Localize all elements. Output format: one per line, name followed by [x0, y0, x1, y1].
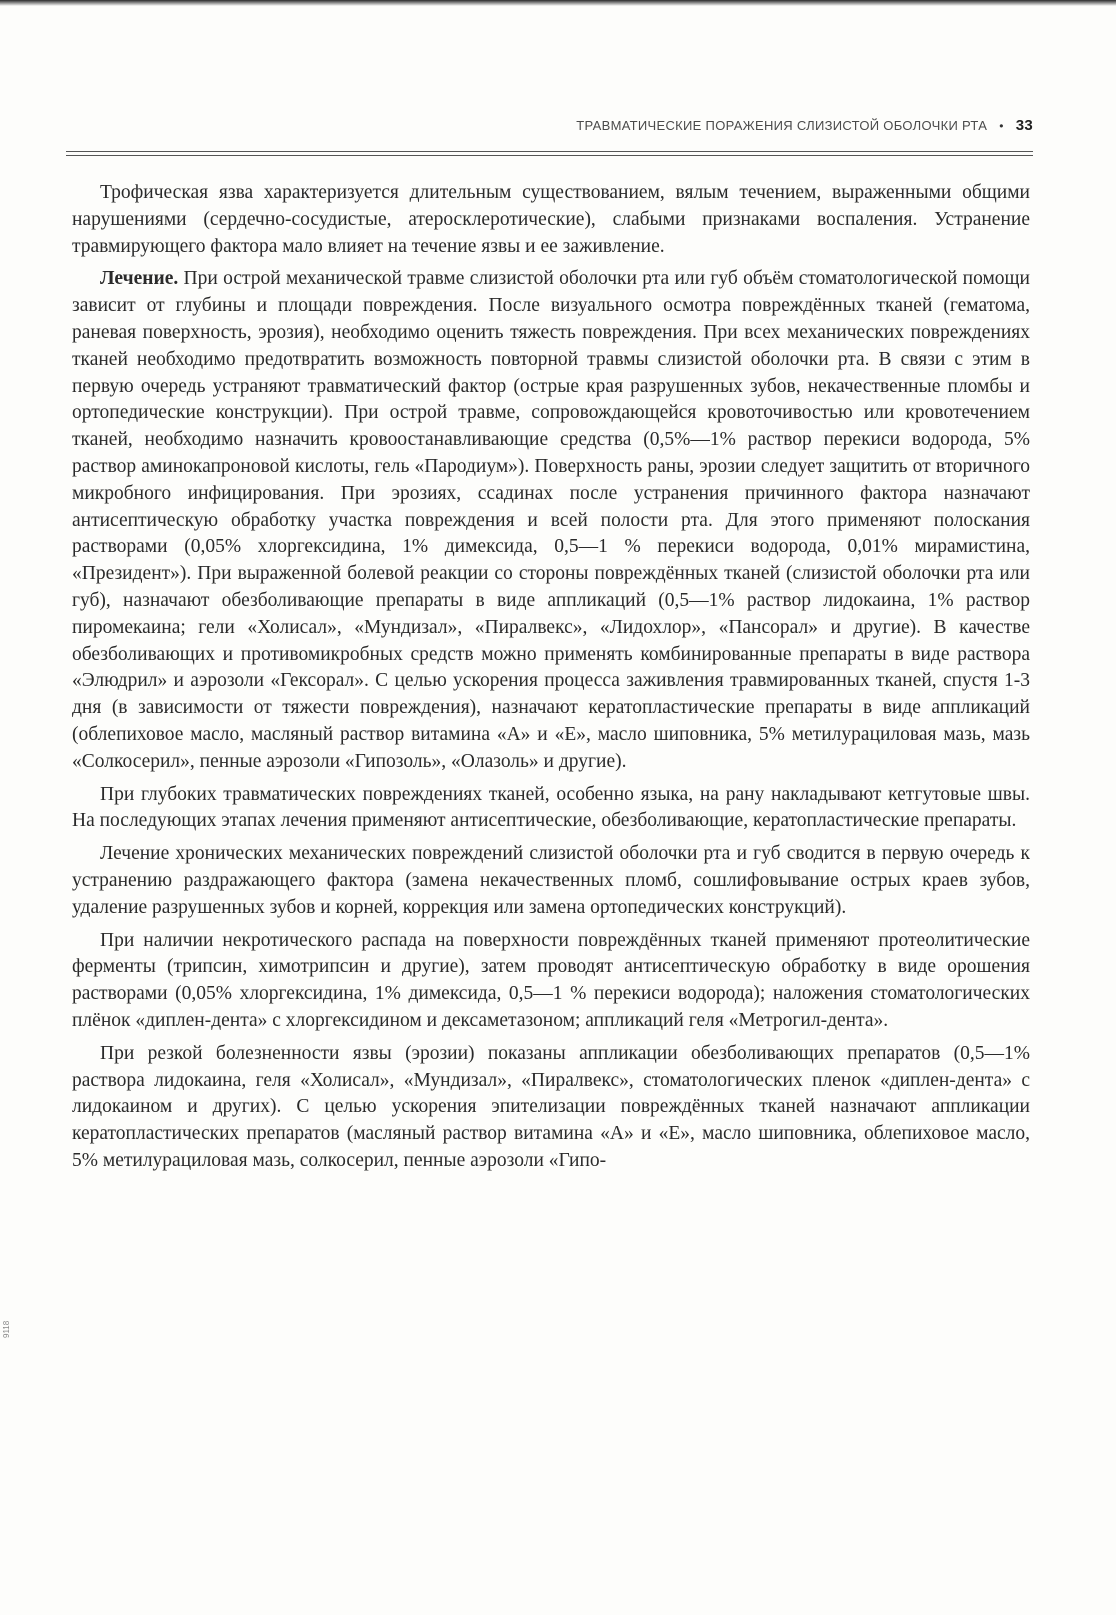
paragraph-deep-injuries: При глубоких травматических повреждениях тканей, особенно языка, на рану накладывают кетгутовые швы. На последующих этапах лечения применяют антисептические, обезболивающие, кератопластические препараты.	[72, 783, 1030, 832]
page-number: 33	[1015, 117, 1033, 134]
header-bullet: •	[999, 118, 1004, 133]
running-head	[576, 117, 1033, 134]
scan-edge-shadow	[0, 0, 1116, 6]
page-header	[66, 117, 1033, 147]
header-rule-bottom	[66, 155, 1033, 156]
treatment-heading: Лечение.	[100, 268, 179, 290]
body-text	[72, 180, 1030, 1181]
treatment-text: При острой механической травме слизистой оболочки рта или губ объём стоматологической помощи зависит от глубины и площади повреждения. После визуального осмотра повреждённых тканей (гематома, раневая поверхность, эрозия), необходимо оценить тяжесть повреждения. При всех механических повреждениях тканей необходимо предотвратить возможность повторной травмы слизистой оболочки рта. В связи с этим в первую очередь устраняют травматический фактор (острые края разрушенных зубов, некачественные пломбы и ортопедические конструкции). При острой травме, сопровождающейся кровоточивостью или кровотечением тканей, необходимо назначить кровоостанавливающие средства (0,5%—1% раствор перекиси водорода, 5% раствор аминокапроновой кислоты, гель «Пародиум»). Поверхность раны, эрозии следует защитить от вторичного микробного инфицирования. При эрозиях, ссадинах после устранения причинного фактора назначают антисептическую обработку участка повреждения и всей полости рта. Для этого применяют полоскания растворами (0,05% хлоргексидина, 1% димексида, 0,5—1 % перекиси водорода, 0,01% мирамистина, «Президент»). При выраженной болевой реакции со стороны повреждённых тканей (слизистой оболочки рта или губ), назначают обезболивающие препараты в виде аппликаций (0,5—1% раствор лидокаина, 1% раствор пиромекаина; гели «Холисал», «Мундизал», «Пиралвекс», «Лидохлор», «Пансорал» и другие). В качестве обезболивающих и противомикробных средств можно применять комбинированные препараты в виде раствора «Элюдрил» и аэрозоли «Гексорал». С целью ускорения процесса заживления травмированных тканей, спустя 1-3 дня (в зависимости от тяжести повреждения), назначают кератопластические препараты в виде аппликаций (облепиховое масло, масляный раствор витамина «А» и «Е», масло шиповника, 5% метилурациловая мазь, мазь «Солкосерил», пенные аэрозоли «Гипозоль», «Олазоль» и другие).	[72, 268, 1030, 772]
paragraph-necrotic-decay: При наличии некротического распада на поверхности повреждённых тканей применяют протеолитические ферменты (трипсин, химотрипсин и другие), затем проводят антисептическую обработку в виде орошения растворами (0,05% хлоргексидина, 1% димексида, 0,5—1 % перекиси водорода); наложения стоматологических плёнок «диплен-дента» с хлоргексидином и дексаметазоном; аппликаций геля «Метрогил-дента».	[72, 929, 1030, 1031]
side-margin-mark: 9118	[2, 1320, 11, 1338]
running-title: ТРАВМАТИЧЕСКИЕ ПОРАЖЕНИЯ СЛИЗИСТОЙ ОБОЛОЧКИ РТА	[576, 118, 988, 133]
paragraph-chronic-injuries: Лечение хронических механических повреждений слизистой оболочки рта и губ сводится в первую очередь к устранению раздражающего фактора (замена некачественных пломб, сошлифовывание острых краев зубов, удаление разрушенных зубов и корней, коррекция или замена ортопедических конструкций).	[72, 843, 1030, 918]
paragraph-trophic-ulcer: Трофическая язва характеризуется длительным существованием, вялым течением, выраженными общими нарушениями (сердечно-сосудистые, атеросклеротические), слабыми признаками воспаления. Устранение травмирующего фактора мало влияет на течение язвы и ее заживление.	[72, 182, 1030, 257]
paragraph-ulcer-pain: При резкой болезненности язвы (эрозии) показаны аппликации обезболивающих препаратов (0,5—1% раствора лидокаина, геля «Холисал», «Мундизал», «Пиралвекс», стоматологических пленок «диплен-дента» с лидокаином и других). С целью ускорения эпителизации повреждённых тканей назначают аппликации кератопластических препаратов (масляный раствор витамина «А» и «Е», масло шиповника, облепиховое масло, 5% метилурациловая мазь, солкосерил, пенные аэрозоли «Гипо-	[72, 1042, 1030, 1171]
header-rule-top	[66, 151, 1033, 152]
paragraph-treatment	[72, 266, 1030, 775]
